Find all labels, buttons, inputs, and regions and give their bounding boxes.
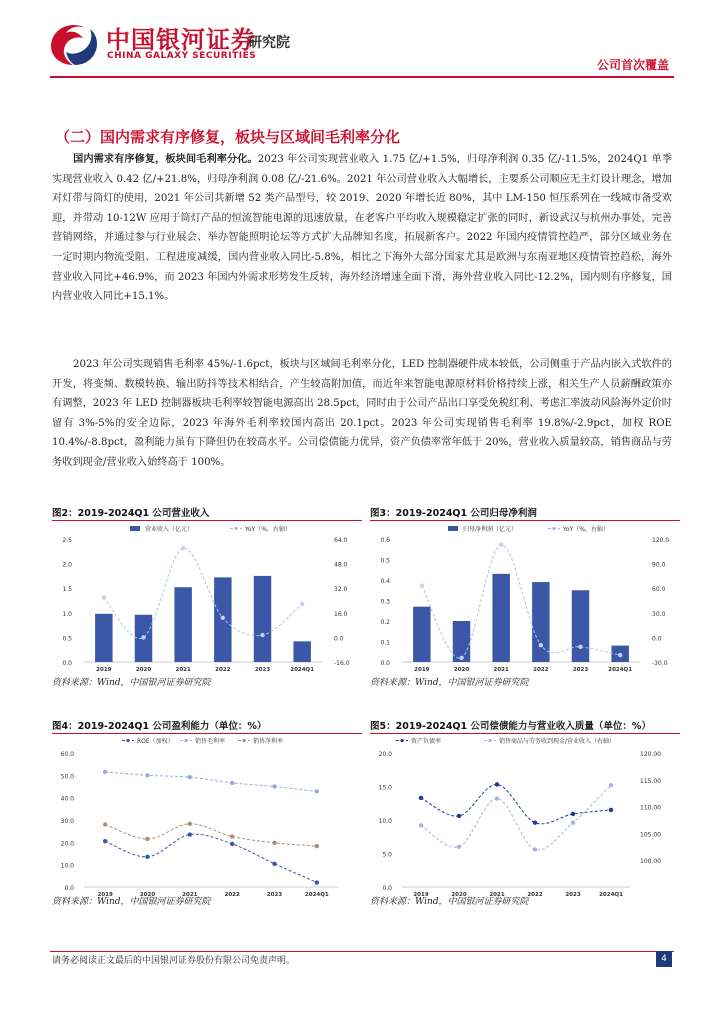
- series-point: [419, 823, 423, 827]
- legend-label: ROE（加权）: [137, 738, 174, 745]
- series-point: [571, 820, 575, 824]
- legend-label: 营业收入（亿元）: [145, 526, 194, 533]
- brand-name-en: CHINA GALAXY SECURITIES: [107, 51, 257, 61]
- x-tick-label: 2024Q1: [290, 667, 315, 673]
- series-point: [533, 820, 537, 824]
- paragraph-lead: 国内需求有序修复，板块间毛利率分化。: [73, 154, 258, 165]
- y-tick-label: 1.0: [62, 610, 72, 618]
- y2-tick-label: 64.0: [334, 537, 348, 544]
- x-tick-label: 2023: [254, 667, 271, 673]
- net-profit-chart: [370, 522, 680, 680]
- y-tick-label: 40.0: [60, 795, 74, 803]
- bar: [174, 587, 191, 662]
- x-tick-label: 2020: [139, 892, 156, 898]
- y2-tick-label: 48.0: [334, 561, 348, 569]
- yoy-point: [578, 645, 582, 649]
- figure-source: 资料来源：Wind，中国银河证券研究院: [370, 897, 529, 907]
- y-tick-label: 0.3: [380, 598, 390, 606]
- y2-tick-label: 100.00: [640, 858, 661, 866]
- y2-tick-label: 105.00: [640, 831, 661, 839]
- figure-source: 资料来源：Wind，中国银河证券研究院: [52, 678, 211, 688]
- y-tick-label: 50.0: [60, 773, 74, 781]
- y-tick-label: 0.1: [380, 639, 390, 647]
- series-point: [315, 880, 319, 884]
- series-point: [457, 845, 461, 849]
- x-tick-label: 2020: [453, 667, 470, 673]
- series-point: [609, 808, 613, 812]
- figure-source: 资料来源：Wind，中国银河证券研究院: [370, 678, 529, 688]
- legend-label: 销售毛利率: [195, 738, 226, 745]
- series-point: [495, 782, 499, 786]
- x-tick-label: 2019: [414, 667, 430, 673]
- bar: [413, 607, 430, 662]
- series-line: [421, 785, 611, 850]
- x-tick-label: 2020: [135, 667, 152, 673]
- yoy-point: [102, 595, 106, 599]
- y-tick-label: 0.5: [62, 635, 72, 643]
- figure-title: 图5：2019-2024Q1 公司偿债能力与营业收入质量（单位：%）: [370, 721, 651, 732]
- yoy-point: [300, 602, 304, 606]
- x-tick-label: 2024Q1: [599, 892, 623, 898]
- figure-solvency: [370, 718, 680, 908]
- series-point: [145, 773, 149, 777]
- series-point: [145, 855, 149, 859]
- x-tick-label: 2021: [489, 892, 505, 898]
- legend-label: 销售商品与劳务收到现金/营业收入（右轴）: [499, 738, 616, 745]
- figure-title: 图2：2019-2024Q1 公司营业收入: [52, 508, 210, 519]
- legend-marker: [400, 739, 403, 742]
- x-tick-label: 2022: [215, 667, 231, 673]
- y-tick-label: 15.0: [378, 784, 392, 792]
- figure-title: 图4：2019-2024Q1 公司盈利能力（单位：%）: [52, 721, 267, 732]
- paragraph-text: 2023 年公司实现销售毛利率 45%/-1.6pct，板块与区域间毛利率分化，LED 控制器硬件成本较低，公司侧重于产品内嵌入式软件的开发，将变频、数模转换、输出防抖等技术相结合，产生较高附加值，而近年来智能电源原材料价格持续上涨，相关生产人员薪酬政策亦有调整，2023 年 LED 控制器板块毛利率较智能电源高出 28.5pct，同时由于公司产品出口享受免税红利、考虑汇率波动风险海外定价时留有 3%-5%的安全边际，2023 年海外毛利率较国内高出 20.1pct。2023 年公司实现销售毛利率 19.8%/-2.9pct，加权 ROE 10.4%/-8.8pct，盈利能力虽有下降但仍在较高水平。公司偿债能力优异，资产负债率常年低于 20%，营业收入质量较高，销售商品与劳务收到现金/营业收入始终高于 100%。: [52, 359, 672, 468]
- series-point: [145, 837, 149, 841]
- series-point: [495, 796, 499, 800]
- series-point: [272, 784, 276, 788]
- x-tick-label: 2023: [565, 892, 581, 898]
- yoy-point: [459, 656, 463, 660]
- legend-marker: [234, 527, 237, 530]
- galaxy-logo-icon: [48, 22, 100, 68]
- footer-disclaimer: 请务必阅读正文最后的中国银河证券股份有限公司免责声明。: [52, 956, 296, 966]
- y-tick-label: 0.0: [382, 885, 392, 892]
- legend-label: YoY（%，右轴）: [563, 526, 609, 533]
- legend-marker: [552, 527, 555, 530]
- series-point: [419, 796, 423, 800]
- page-number: 4: [656, 951, 672, 967]
- x-tick-label: 2023: [266, 892, 283, 898]
- series-point: [533, 847, 537, 851]
- y-tick-label: 0.6: [380, 537, 390, 544]
- y-tick-label: 0.0: [62, 660, 72, 667]
- y2-tick-label: -30.0: [652, 660, 668, 667]
- legend-label: 资产负债率: [411, 738, 442, 745]
- y2-tick-label: -16.0: [334, 660, 350, 667]
- series-point: [188, 775, 192, 779]
- series-point: [272, 862, 276, 866]
- y2-tick-label: 0.0: [334, 635, 344, 643]
- y-tick-label: 0.0: [380, 660, 390, 667]
- legend-label: 归母净利润（亿元）: [463, 526, 518, 533]
- series-point: [272, 841, 276, 845]
- footer-rule: [50, 951, 674, 952]
- x-tick-label: 2024Q1: [608, 667, 633, 673]
- series-point: [188, 832, 192, 836]
- series-point: [609, 783, 613, 787]
- series-point: [230, 834, 234, 838]
- brand-institute: 研究院: [248, 35, 290, 51]
- bar: [532, 582, 549, 662]
- yoy-point: [181, 546, 185, 550]
- y2-tick-label: 60.0: [652, 586, 666, 594]
- y-tick-label: 0.0: [64, 885, 74, 892]
- figure-title: 图3：2019-2024Q1 公司归母净利润: [370, 508, 537, 519]
- y-tick-label: 0.4: [380, 578, 390, 585]
- bar: [95, 614, 112, 662]
- x-tick-label: 2022: [527, 892, 543, 898]
- bar: [293, 641, 310, 662]
- series-point: [315, 844, 319, 848]
- y2-tick-label: 115.00: [640, 777, 661, 785]
- solvency-chart: [370, 735, 680, 903]
- y2-tick-label: 120.00: [640, 751, 661, 758]
- yoy-point: [260, 633, 264, 637]
- legend-swatch: [448, 526, 458, 531]
- y2-tick-label: 110.00: [640, 804, 661, 812]
- y-tick-label: 0.5: [380, 557, 390, 565]
- series-line: [105, 834, 317, 882]
- y2-tick-label: 32.0: [334, 586, 348, 594]
- series-line: [105, 824, 317, 846]
- header-rule: [50, 76, 674, 78]
- series-point: [103, 839, 107, 843]
- x-tick-label: 2022: [224, 892, 240, 898]
- y-tick-label: 2.0: [62, 561, 72, 569]
- yoy-point: [539, 643, 543, 647]
- series-point: [315, 789, 319, 793]
- y2-tick-label: 30.0: [652, 610, 666, 618]
- bar: [254, 576, 271, 662]
- y2-tick-label: 90.0: [652, 561, 666, 569]
- y-tick-label: 0.2: [380, 619, 390, 626]
- x-tick-label: 2021: [175, 667, 191, 673]
- y-tick-label: 10.0: [378, 818, 392, 825]
- x-tick-label: 2019: [96, 667, 112, 673]
- page-header: [0, 0, 724, 80]
- x-tick-label: 2020: [451, 892, 467, 898]
- y-tick-label: 20.0: [60, 840, 74, 848]
- section-title: （二）国内需求有序修复，板块与区域间毛利率分化: [55, 128, 401, 146]
- series-point: [103, 770, 107, 774]
- brand-name-cn: 中国银河证券: [106, 26, 256, 54]
- yoy-point: [618, 653, 622, 657]
- yoy-line: [104, 548, 302, 638]
- body-paragraph-1: [52, 150, 672, 307]
- y-tick-label: 2.5: [62, 537, 72, 544]
- y-tick-label: 60.0: [60, 751, 74, 758]
- series-point: [230, 781, 234, 785]
- yoy-point: [499, 543, 503, 547]
- x-tick-label: 2021: [182, 892, 198, 898]
- legend-label: 销售净利率: [253, 738, 284, 745]
- body-paragraph-2: [52, 355, 672, 473]
- series-point: [103, 822, 107, 826]
- x-tick-label: 2019: [97, 892, 113, 898]
- x-tick-label: 2022: [533, 667, 549, 673]
- series-point: [571, 812, 575, 816]
- x-tick-label: 2019: [413, 892, 429, 898]
- yoy-line: [422, 545, 620, 659]
- paragraph-text: 2023 年公司实现营业收入 1.75 亿/+1.5%，归母净利润 0.35 亿/-11.5%，2024Q1 单季实现营业收入 0.42 亿/+21.8%，归母净利润 0.08 亿/-21.6%。2021 年公司营业收入大幅增长，主要系公司顺应无主灯设计理念，增加对灯带与筒灯的使用，2021 年公司共新增 52 类产品型号，较 2019、2020 年增长近 80%，其中 LM-150 恒压系列在一线城市备受欢迎，并带动 10-12W 应用于筒灯产品的恒流智能电源的迅速放量，在老客户平均收入规模稳定扩张的同时，新设武汉与杭州办事处，完善营销网络，并通过参与行业展会、举办智能照明论坛等方式扩大品牌知名度，拓展新客户。2022 年国内疫情管控趋严，部分区域业务在一定时期内物流受阻、工程进度减缓，国内营业收入同比-5.8%，相比之下海外大部分国家尤其是欧洲与东南亚地区疫情管控趋松，海外营业收入同比+46.9%，而 2023 年国内外需求形势发生反转，海外经济增速全面下滑，海外营业收入同比-12.2%，国内则有序修复，国内营业收入同比+15.1%。: [52, 154, 673, 303]
- series-line: [105, 772, 317, 791]
- bar: [572, 590, 589, 662]
- legend-marker: [242, 739, 245, 742]
- y-tick-label: 1.5: [62, 586, 72, 594]
- legend-label: YoY（%，右轴）: [245, 526, 291, 533]
- legend-marker: [126, 739, 129, 742]
- x-tick-label: 2021: [493, 667, 509, 673]
- legend-marker: [488, 739, 491, 742]
- series-point: [457, 814, 461, 818]
- y-tick-label: 30.0: [60, 818, 74, 825]
- x-tick-label: 2023: [572, 667, 589, 673]
- figure-source: 资料来源：Wind，中国银河证券研究院: [52, 897, 211, 907]
- legend-marker: [184, 739, 187, 742]
- yoy-point: [141, 635, 145, 639]
- y-tick-label: 5.0: [382, 851, 392, 859]
- profitability-chart: [52, 735, 362, 903]
- y2-tick-label: 120.0: [652, 537, 670, 544]
- y-tick-label: 10.0: [60, 862, 74, 870]
- y2-tick-label: 16.0: [334, 610, 348, 618]
- yoy-point: [221, 616, 225, 620]
- yoy-point: [420, 584, 424, 588]
- figure-net-profit: [370, 505, 680, 688]
- figure-revenue: [52, 505, 362, 688]
- bar: [492, 574, 509, 662]
- legend-swatch: [130, 526, 140, 531]
- y2-tick-label: 0.0: [652, 635, 662, 643]
- series-point: [230, 842, 234, 846]
- series-point: [188, 822, 192, 826]
- revenue-chart: [52, 522, 362, 680]
- series-line: [421, 784, 611, 823]
- x-tick-label: 2024Q1: [304, 892, 329, 898]
- figure-profitability: [52, 718, 362, 908]
- report-type-label: 公司首次覆盖: [596, 58, 669, 72]
- y-tick-label: 20.0: [378, 751, 392, 758]
